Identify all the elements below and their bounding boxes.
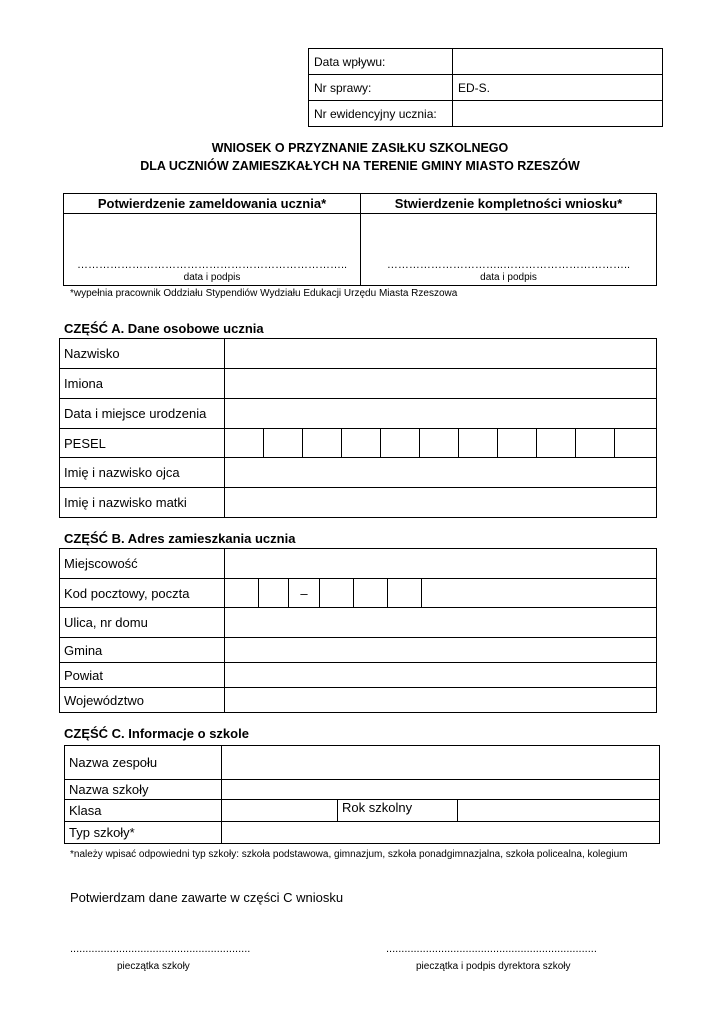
municipality-field[interactable] [225, 638, 657, 663]
pesel-digit-box[interactable] [576, 429, 615, 458]
form-title-line-2: DLA UCZNIÓW ZAMIESZKAŁYCH NA TERENIE GMINY MIASTO RZESZÓW [140, 159, 580, 173]
confirmation-box [63, 193, 657, 286]
postal-digit-box[interactable] [388, 579, 422, 608]
pesel-digit-box[interactable] [537, 429, 576, 458]
part-a-table [59, 338, 657, 518]
completeness-statement-header: Stwierdzenie kompletności wniosku* [361, 194, 657, 214]
part-a-heading: CZĘŚĆ A. Dane osobowe ucznia [64, 321, 264, 336]
postal-digit-box[interactable] [225, 579, 259, 608]
completeness-signature-line: …………………………..…………………………….. [386, 259, 631, 271]
part-b-table [59, 548, 657, 713]
mother-name-label: Imię i nazwisko matki [60, 488, 225, 518]
registration-signature-line: ……………………………………………………………….. [76, 259, 348, 271]
class-field[interactable] [222, 800, 338, 822]
registration-confirmation-header: Potwierdzenie zameldowania ucznia* [64, 194, 361, 214]
student-record-number-field[interactable] [453, 101, 663, 127]
pesel-digit-box[interactable] [459, 429, 498, 458]
principal-signature-caption: pieczątka i podpis dyrektora szkoły [416, 961, 571, 972]
receipt-date-field[interactable] [453, 49, 663, 75]
postal-digit-box[interactable] [354, 579, 388, 608]
birth-date-place-label: Data i miejsce urodzenia [60, 399, 225, 429]
confirmation-footnote: *wypełnia pracownik Oddziału Stypendiów Wydziału Edukacji Urzędu Miasta Rzeszowa [70, 288, 458, 299]
voivodeship-field[interactable] [225, 688, 657, 713]
pesel-digit-box[interactable] [381, 429, 420, 458]
registration-signature-caption: data i podpis [183, 272, 241, 283]
pesel-digit-box[interactable] [264, 429, 303, 458]
school-year-field[interactable] [458, 800, 660, 822]
student-record-number-label: Nr ewidencyjny ucznia: [309, 101, 453, 127]
voivodeship-label: Województwo [60, 688, 225, 713]
pesel-digit-box[interactable] [225, 429, 264, 458]
part-c-heading: CZĘŚĆ C. Informacje o szkole [64, 726, 249, 741]
pesel-digit-box[interactable] [498, 429, 537, 458]
county-label: Powiat [60, 663, 225, 688]
town-label: Miejscowość [60, 549, 225, 579]
pesel-digit-box[interactable] [303, 429, 342, 458]
part-c-table [64, 745, 660, 844]
mother-name-field[interactable] [225, 488, 657, 518]
case-number-label: Nr sprawy: [309, 75, 453, 101]
pesel-digit-box[interactable] [420, 429, 459, 458]
case-number-field[interactable]: ED-S. [453, 75, 663, 101]
postal-digit-box[interactable] [320, 579, 354, 608]
school-type-label: Typ szkoły* [65, 822, 222, 844]
principal-signature-line: ..................................................................... [386, 943, 597, 955]
county-field[interactable] [225, 663, 657, 688]
school-complex-label: Nazwa zespołu [65, 746, 222, 780]
postal-code-label: Kod pocztowy, poczta [60, 579, 225, 608]
completeness-signature-cell[interactable] [361, 214, 657, 286]
postal-code-dash: – [289, 579, 320, 608]
form-title-line-1: WNIOSEK O PRZYZNANIE ZASIŁKU SZKOLNEGO [211, 141, 509, 155]
father-name-field[interactable] [225, 458, 657, 488]
pesel-digit-box[interactable] [342, 429, 381, 458]
part-b-heading: CZĘŚĆ B. Adres zamieszkania ucznia [64, 531, 296, 546]
confirmation-statement: Potwierdzam dane zawarte w części C wniosku [70, 890, 344, 905]
first-names-label: Imiona [60, 369, 225, 399]
registration-signature-cell[interactable] [64, 214, 361, 286]
pesel-digit-box[interactable] [615, 429, 657, 458]
school-stamp-caption: pieczątka szkoły [117, 961, 190, 972]
school-complex-field[interactable] [222, 746, 660, 780]
completeness-signature-caption: data i podpis [480, 272, 537, 283]
school-stamp-line: ........................................................... [70, 943, 251, 955]
form-title [60, 139, 660, 175]
street-label: Ulica, nr domu [60, 608, 225, 638]
receipt-date-label: Data wpływu: [309, 49, 453, 75]
school-year-label: Rok szkolny [338, 800, 458, 822]
surname-label: Nazwisko [60, 339, 225, 369]
pesel-label: PESEL [60, 429, 225, 458]
municipality-label: Gmina [60, 638, 225, 663]
postal-digit-box[interactable] [259, 579, 289, 608]
school-name-field[interactable] [222, 780, 660, 800]
first-names-field[interactable] [225, 369, 657, 399]
office-use-box [308, 48, 663, 127]
post-office-field[interactable] [422, 579, 657, 608]
surname-field[interactable] [225, 339, 657, 369]
class-label: Klasa [65, 800, 222, 822]
school-name-label: Nazwa szkoły [65, 780, 222, 800]
town-field[interactable] [225, 549, 657, 579]
school-type-footnote: *należy wpisać odpowiedni typ szkoły: szkoła podstawowa, gimnazjum, szkoła ponadgimnazjalna, szkoła policealna, kolegium [70, 849, 628, 860]
school-type-field[interactable] [222, 822, 660, 844]
father-name-label: Imię i nazwisko ojca [60, 458, 225, 488]
birth-date-place-field[interactable] [225, 399, 657, 429]
street-field[interactable] [225, 608, 657, 638]
